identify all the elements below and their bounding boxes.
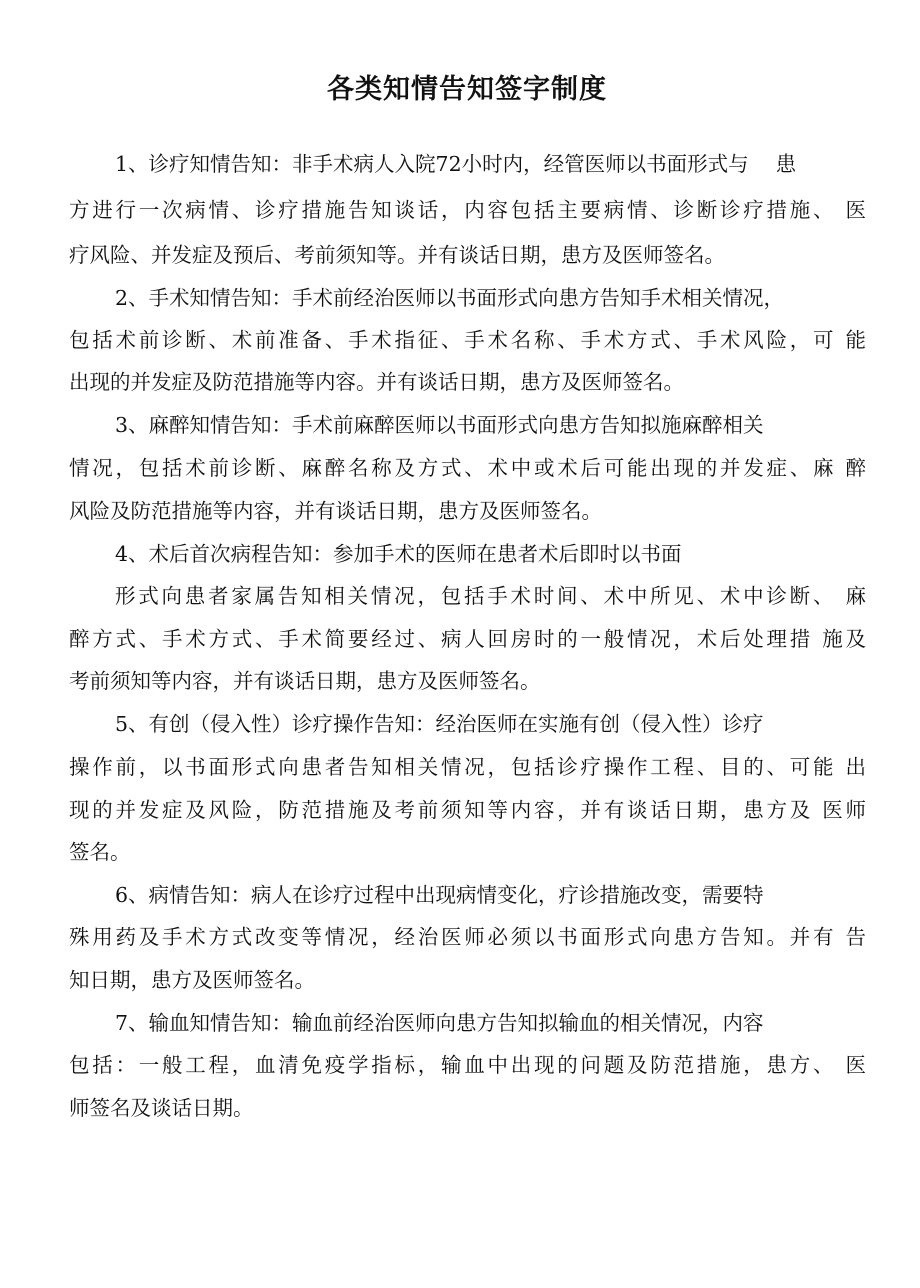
paragraph-6-line-3: 知日期，患方及医师签名。 <box>69 968 315 992</box>
paragraph-4-line-3: 醉方式、手术方式、手术简要经过、病人回房时的一般情况，术后处理措 施及 <box>69 627 866 651</box>
paragraph-7-line-2: 包括：一般工程，血清免疫学指标，输血中出现的问题及防范措施，患方、 医 <box>69 1053 866 1077</box>
paragraph-7-line-3: 师签名及谈话日期。 <box>69 1096 254 1120</box>
paragraph-2-line-3: 出现的并发症及防范措施等内容。并有谈话日期，患方及医师签名。 <box>69 370 684 394</box>
paragraph-4-line-2: 形式向患者家属告知相关情况，包括手术时间、术中所见、术中诊断、 麻 <box>115 584 866 608</box>
paragraph-6-line-1: 6、病情告知：病人在诊疗过程中出现病情变化，疗诊措施改变，需要特 <box>115 883 764 907</box>
page-title: 各类知情告知签字制度 <box>327 74 607 105</box>
paragraph-3-line-1: 3、麻醉知情告知：手术前麻醉医师以书面形式向患方告知拟施麻醉相关 <box>115 413 764 437</box>
paragraph-1-line-3: 疗风险、并发症及预后、考前须知等。并有谈话日期，患方及医师签名。 <box>69 243 725 267</box>
paragraph-5-line-1: 5、有创（侵入性）诊疗操作告知：经治医师在实施有创（侵入性）诊疗 <box>115 712 764 736</box>
paragraph-3-line-3: 风险及防范措施等内容，并有谈话日期，患方及医师签名。 <box>69 499 602 523</box>
paragraph-5-line-3: 现的并发症及风险，防范措施及考前须知等内容，并有谈话日期，患方及 医师 <box>69 798 866 822</box>
paragraph-1-line-2: 方进行一次病情、诊疗措施告知谈话，内容包括主要病情、诊断诊疗措施、 医 <box>69 198 866 222</box>
paragraph-4-line-1: 4、术后首次病程告知：参加手术的医师在患者术后即时以书面 <box>115 542 682 566</box>
paragraph-7-line-1: 7、输血知情告知：输血前经治医师向患方告知拟输血的相关情况，内容 <box>115 1011 764 1035</box>
paragraph-6-line-2: 殊用药及手术方式改变等情况，经治医师必须以书面形式向患方告知。并有 告 <box>69 925 866 949</box>
paragraph-2-line-1: 2、手术知情告知：手术前经治医师以书面形式向患方告知手术相关情况， <box>115 286 785 310</box>
paragraph-5-line-4: 签名。 <box>69 840 131 864</box>
paragraph-3-line-2: 情况，包括术前诊断、麻醉名称及方式、术中或术后可能出现的并发症、麻 醉 <box>69 456 866 480</box>
paragraph-2-line-2: 包括术前诊断、术前准备、手术指征、手术名称、手术方式、手术风险，可 能 <box>69 328 866 352</box>
paragraph-5-line-2: 操作前，以书面形式向患者告知相关情况，包括诊疗操作工程、目的、可能 出 <box>69 755 866 779</box>
paragraph-4-line-4: 考前须知等内容，并有谈话日期，患方及医师签名。 <box>69 669 541 693</box>
paragraph-1-line-1: 1、诊疗知情告知：非手术病人入院72小时内，经管医师以书面形式与 患 <box>115 152 797 176</box>
